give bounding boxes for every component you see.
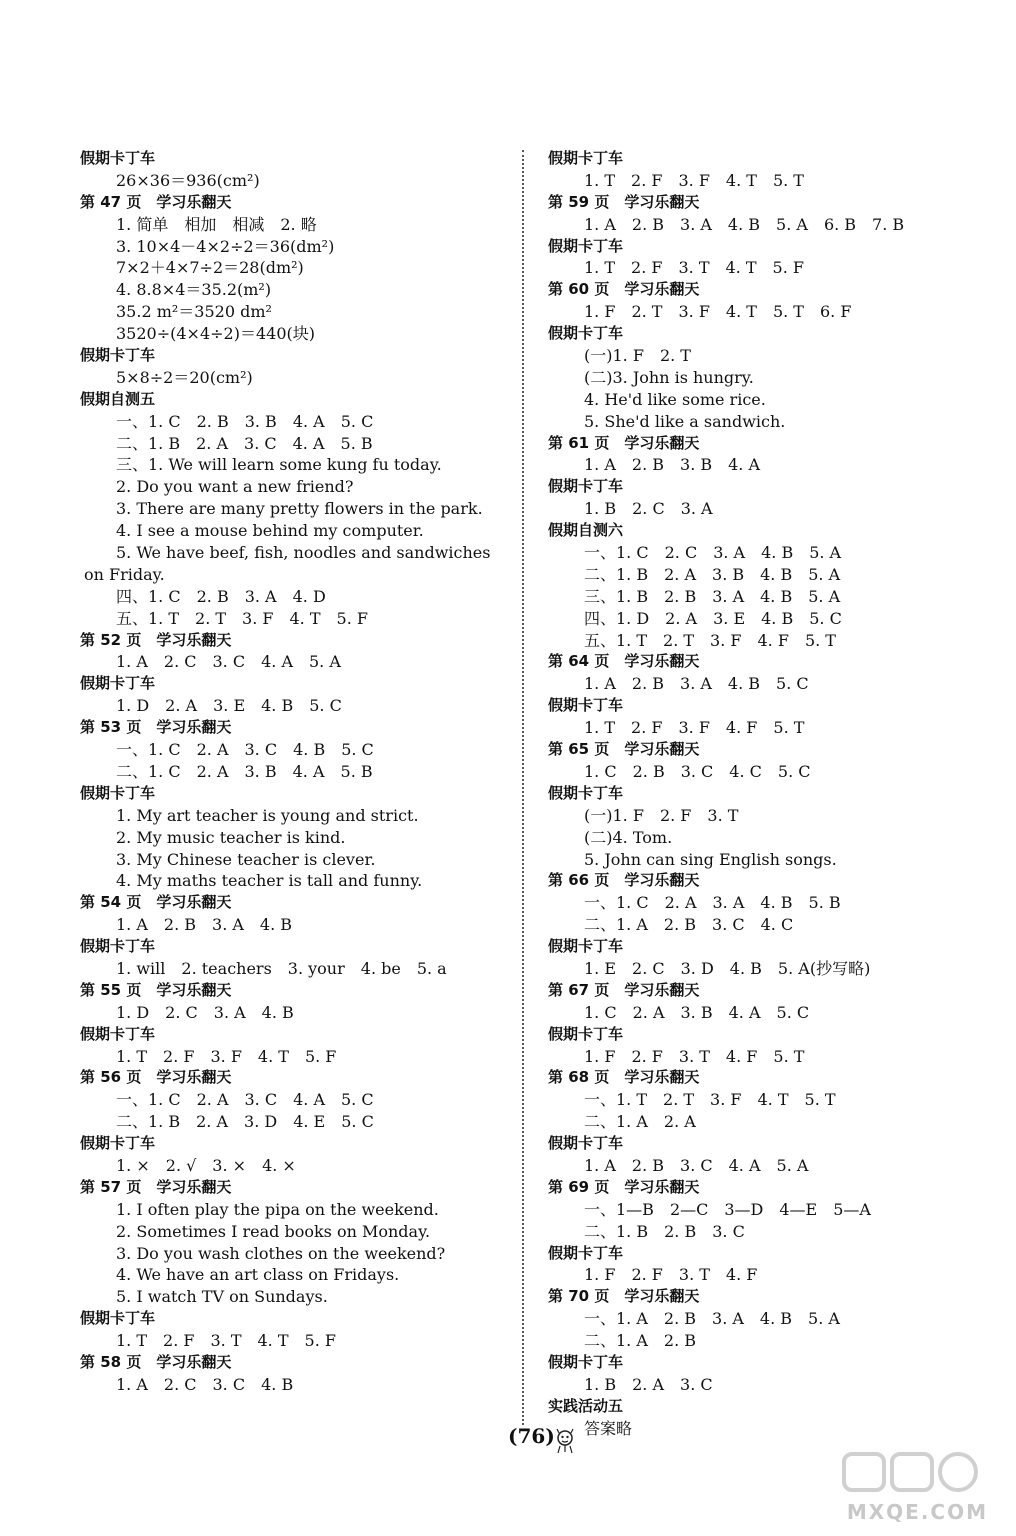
answer-line: 答案略: [584, 1418, 633, 1438]
answer-line: 一、1—B 2—C 3—D 4—E 5—A: [584, 1199, 871, 1219]
answer-line: 五、1. T 2. T 3. F 4. F 5. T: [584, 630, 836, 650]
answer-line: 一、1. C 2. A 3. A 4. B 5. B: [584, 893, 841, 913]
answer-line: 5×8÷2＝20(cm²): [116, 367, 253, 387]
answer-line: 四、1. D 2. A 3. E 4. B 5. C: [584, 608, 842, 628]
answer-line: 1. T 2. F 3. F 4. F 5. T: [584, 718, 805, 738]
section-heading: 第 47 页 学习乐翻天: [80, 192, 232, 211]
section-heading: 假期卡丁车: [548, 783, 624, 802]
answer-line: 二、1. B 2. B 3. C: [584, 1221, 745, 1241]
answer-line: 1. 简单 相加 相减 2. 略: [116, 214, 317, 234]
answer-line: 二、1. A 2. B: [584, 1331, 697, 1351]
answer-line: 一、1. A 2. B 3. A 4. B 5. A: [584, 1309, 840, 1329]
answer-line: 5. She'd like a sandwich.: [584, 411, 786, 431]
answer-line: 3. There are many pretty flowers in the park.: [116, 499, 483, 519]
section-heading: 假期卡丁车: [80, 149, 156, 167]
answer-line: 3. My Chinese teacher is clever.: [116, 849, 376, 869]
section-heading: 第 61 页 学习乐翻天: [548, 433, 700, 452]
section-heading: 第 53 页 学习乐翻天: [80, 718, 232, 737]
answer-line: 1. T 2. F 3. F 4. T 5. F: [116, 1046, 337, 1066]
section-heading: 第 58 页 学习乐翻天: [80, 1352, 232, 1371]
answer-line: 二、1. C 2. A 3. B 4. A 5. B: [116, 761, 373, 781]
answer-line: 5. I watch TV on Sundays.: [116, 1287, 328, 1307]
answer-line: 二、1. B 2. A 3. B 4. B 5. A: [584, 564, 841, 584]
answer-column-left: [80, 148, 510, 1396]
column-divider: [522, 150, 524, 1425]
section-heading: 第 64 页 学习乐翻天: [548, 652, 700, 671]
answer-line: 1. A 2. B 3. C 4. A 5. A: [584, 1155, 809, 1175]
answer-line: 1. I often play the pipa on the weekend.: [116, 1199, 439, 1219]
answer-line: 二、1. B 2. A 3. D 4. E 5. C: [116, 1112, 374, 1132]
answer-line: 一、1. C 2. C 3. A 4. B 5. A: [584, 543, 842, 563]
section-heading: 第 52 页 学习乐翻天: [80, 630, 232, 649]
section-heading: 假期卡丁车: [80, 1024, 156, 1043]
answer-line: 1. A 2. B 3. A 4. B 5. A 6. B 7. B: [584, 214, 905, 234]
section-heading: 假期自测五: [80, 389, 156, 408]
answer-line: 2. Sometimes I read books on Monday.: [116, 1221, 431, 1241]
answer-line: 二、1. B 2. A 3. C 4. A 5. B: [116, 433, 373, 453]
answer-line: 一、1. T 2. T 3. F 4. T 5. T: [584, 1090, 836, 1110]
answer-line: 1. C 2. B 3. C 4. C 5. C: [584, 761, 811, 781]
section-heading: 假期卡丁车: [548, 1134, 624, 1153]
answer-line: 1. T 2. F 3. T 4. T 5. F: [584, 258, 804, 278]
answer-line: 26×36＝936(cm²): [116, 170, 260, 190]
answer-line: 一、1. C 2. A 3. C 4. A 5. C: [116, 1090, 374, 1110]
answer-line: 1. A 2. B 3. B 4. A: [584, 455, 761, 475]
answer-line: 35.2 m²＝3520 dm²: [116, 302, 272, 322]
section-heading: 假期卡丁车: [548, 1352, 624, 1371]
section-heading: 第 69 页 学习乐翻天: [548, 1177, 700, 1196]
section-heading: 假期卡丁车: [548, 1024, 624, 1043]
section-heading: 假期自测六: [548, 521, 624, 540]
answer-line: 1. D 2. C 3. A 4. B: [116, 1002, 294, 1022]
section-heading: 第 66 页 学习乐翻天: [548, 871, 700, 890]
answer-line: 三、1. We will learn some kung fu today.: [116, 455, 442, 475]
answer-line: 4. 8.8×4＝35.2(m²): [116, 280, 272, 300]
answer-line: (一)1. F 2. F 3. T: [584, 805, 739, 825]
answer-line: 1. A 2. B 3. A 4. B 5. C: [584, 674, 809, 694]
answer-line: (二)3. John is hungry.: [584, 367, 754, 387]
section-heading: 第 56 页 学习乐翻天: [80, 1068, 232, 1087]
answer-line: 1. A 2. C 3. C 4. A 5. A: [116, 652, 341, 672]
watermark-logo-icon: [842, 1450, 982, 1494]
section-heading: 第 59 页 学习乐翻天: [548, 192, 700, 211]
answer-line: 五、1. T 2. T 3. F 4. T 5. F: [116, 608, 368, 628]
answer-line: 3520÷(4×4÷2)＝440(块): [116, 324, 315, 344]
answer-line: 1. C 2. A 3. B 4. A 5. C: [584, 1002, 810, 1022]
answer-line: 1. A 2. C 3. C 4. B: [116, 1374, 294, 1394]
section-heading: 第 67 页 学习乐翻天: [548, 980, 700, 999]
answer-line: 5. John can sing English songs.: [584, 849, 837, 869]
answer-line: 一、1. C 2. A 3. C 4. B 5. C: [116, 740, 374, 760]
answer-line: 4. My maths teacher is tall and funny.: [116, 871, 423, 891]
section-heading: 假期卡丁车: [80, 346, 156, 365]
answer-line: on Friday.: [84, 564, 165, 584]
section-heading: 假期卡丁车: [548, 324, 624, 343]
section-heading: 第 57 页 学习乐翻天: [80, 1177, 232, 1196]
answer-line: 三、1. B 2. B 3. A 4. B 5. A: [584, 586, 841, 606]
section-heading: 第 65 页 学习乐翻天: [548, 740, 700, 759]
section-heading: 假期卡丁车: [80, 783, 156, 802]
answer-line: 1. T 2. F 3. T 4. T 5. F: [116, 1331, 336, 1351]
answer-line: 2. My music teacher is kind.: [116, 827, 346, 847]
answer-line: 1. B 2. C 3. A: [584, 499, 713, 519]
answer-line: 1. F 2. F 3. T 4. F 5. T: [584, 1046, 805, 1066]
section-heading: 第 70 页 学习乐翻天: [548, 1287, 700, 1306]
page-number: (76): [508, 1424, 555, 1448]
answer-line: 1. F 2. F 3. T 4. F: [584, 1265, 758, 1285]
answer-line: 2. Do you want a new friend?: [116, 477, 354, 497]
answer-line: 1. T 2. F 3. F 4. T 5. T: [584, 170, 804, 190]
answer-line: 7×2＋4×7÷2＝28(dm²): [116, 258, 304, 278]
answer-line: 5. We have beef, fish, noodles and sandwiches: [116, 543, 491, 563]
answer-line: 1. × 2. √ 3. × 4. ×: [116, 1155, 296, 1175]
section-heading: 假期卡丁车: [80, 937, 156, 956]
section-heading: 假期卡丁车: [548, 236, 624, 255]
page-footer: [508, 1424, 588, 1464]
section-heading: 实践活动五: [548, 1396, 624, 1415]
watermark: [832, 1450, 1002, 1528]
answer-line: (一)1. F 2. T: [584, 346, 691, 366]
answer-line: 1. will 2. teachers 3. your 4. be 5. a: [116, 958, 447, 978]
section-heading: 第 60 页 学习乐翻天: [548, 280, 700, 299]
section-heading: 假期卡丁车: [80, 674, 156, 693]
section-heading: 假期卡丁车: [80, 1134, 156, 1153]
answer-line: 1. D 2. A 3. E 4. B 5. C: [116, 696, 342, 716]
answer-line: 4. We have an art class on Fridays.: [116, 1265, 400, 1285]
answer-line: 3. 10×4－4×2÷2＝36(dm²): [116, 236, 335, 256]
section-heading: 假期卡丁车: [548, 1243, 624, 1262]
answer-line: 四、1. C 2. B 3. A 4. D: [116, 586, 326, 606]
answer-line: 二、1. A 2. B 3. C 4. C: [584, 915, 794, 935]
answer-line: 1. B 2. A 3. C: [584, 1374, 713, 1394]
section-heading: 假期卡丁车: [548, 149, 624, 167]
section-heading: 假期卡丁车: [548, 477, 624, 496]
section-heading: 假期卡丁车: [548, 937, 624, 956]
answer-line: 1. A 2. B 3. A 4. B: [116, 915, 293, 935]
section-heading: 第 55 页 学习乐翻天: [80, 980, 232, 999]
mascot-icon: [550, 1426, 580, 1456]
answer-line: 一、1. C 2. B 3. B 4. A 5. C: [116, 411, 374, 431]
answer-line: 二、1. A 2. A: [584, 1112, 696, 1132]
answer-line: 4. He'd like some rice.: [584, 389, 766, 409]
answer-line: 1. F 2. T 3. F 4. T 5. T 6. F: [584, 302, 852, 322]
answer-line: 1. E 2. C 3. D 4. B 5. A(抄写略): [584, 958, 871, 978]
section-heading: 假期卡丁车: [548, 696, 624, 715]
answer-line: 4. I see a mouse behind my computer.: [116, 521, 424, 541]
watermark-text: MXQE.COM: [846, 1500, 988, 1524]
answer-line: 1. My art teacher is young and strict.: [116, 805, 419, 825]
answer-line: (二)4. Tom.: [584, 827, 673, 847]
section-heading: 假期卡丁车: [80, 1309, 156, 1328]
section-heading: 第 68 页 学习乐翻天: [548, 1068, 700, 1087]
section-heading: 第 54 页 学习乐翻天: [80, 893, 232, 912]
answer-line: 3. Do you wash clothes on the weekend?: [116, 1243, 446, 1263]
answer-column-right: [548, 148, 988, 1440]
